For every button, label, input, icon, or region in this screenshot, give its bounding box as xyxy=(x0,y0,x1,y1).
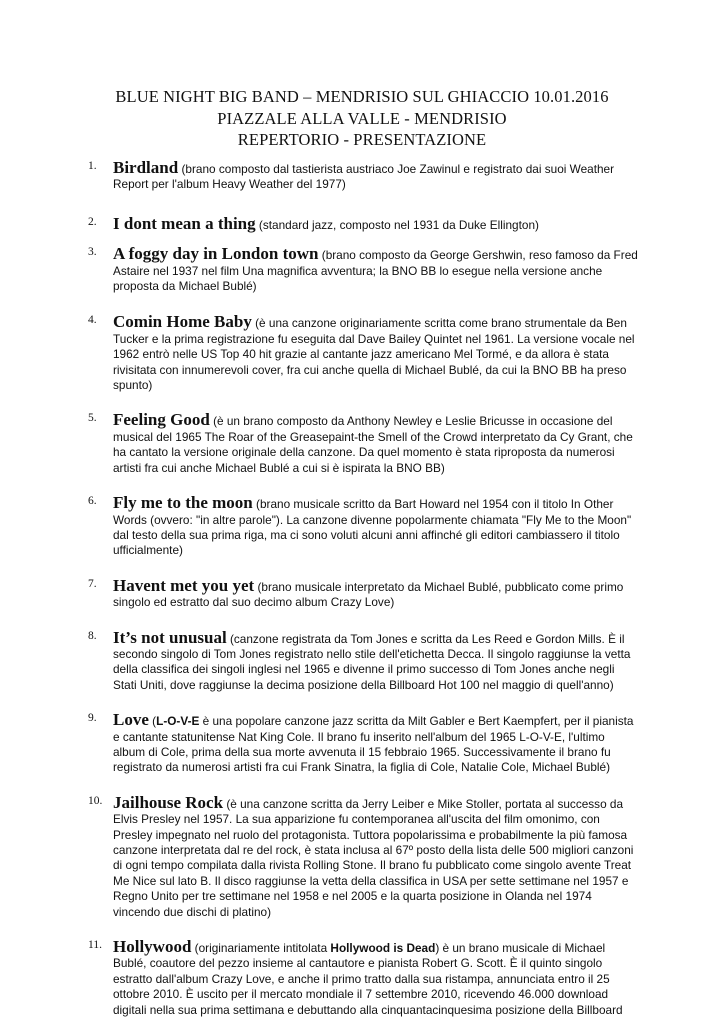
song-title: Feeling Good xyxy=(113,410,210,430)
list-item xyxy=(0,160,724,193)
list-item xyxy=(0,213,724,233)
item-number: 2. xyxy=(88,215,97,228)
list-item xyxy=(0,246,724,294)
song-title: Love xyxy=(113,710,149,730)
header-line-2: PIAZZALE ALLA VALLE - MENDRISIO xyxy=(217,108,507,128)
song-title: Jailhouse Rock xyxy=(113,792,224,812)
item-number: 8. xyxy=(88,629,97,642)
song-title: Birdland xyxy=(113,158,179,177)
list-item xyxy=(0,575,724,611)
item-description: (brano composto da George Gershwin, reso famoso da Fred Astaire nel 1937 nel film Una magnifica avventura; la BNO BB lo esegue nella versione anche proposta da Michael Bublé) xyxy=(113,248,638,294)
item-description: (canzone registrata da Tom Jones e scritta da Les Reed e Gordon Mills. È il secondo singolo di Tom Jones registrato nello stile dell'etichetta Decca. Il singolo raggiunse la vetta della classifica dei singoli inglesi nel 1965 e divenne il primo successo di Tom Jones anche negli Stati Uniti, dove raggiunse la decima posizione della Billboard Hot 100 nel maggio di quell'anno) xyxy=(113,631,631,692)
list-item xyxy=(0,314,724,393)
item-description: (è una canzone scritta da Jerry Leiber e Mike Stoller, portata al successo da Elvis Presley nel 1957. La sua apparizione fu contemporanea all'uscita del film omonimo, con Presley impegnato nel ruolo del protagonista. Tuttora popolarissima e probabilmente la più famosa canzone interpretata dal re del rock, è stata inclusa al 67º posto della lista delle 500 migliori canzoni di ogni tempo compilata dalla rivista Rolling Stone. Il brano fu pubblicato come singolo avente Treat Me Nice sul lato B. Il disco raggiunse la vetta della classifica in USA per sette settimane nel 1957 e Regno Unito per tre settimane nel 1958 e nel 2005 e la quarta posizione in Olanda nel 1974 vincendo due dischi di platino) xyxy=(113,796,634,919)
song-title: Fly me to the moon xyxy=(113,493,253,513)
header-line-3: REPERTORIO - PRESENTAZIONE xyxy=(237,130,487,149)
document-header xyxy=(0,86,724,151)
item-number: 9. xyxy=(88,712,97,725)
item-text-bold: Hollywood is Dead xyxy=(330,941,436,956)
item-description: (è un brano composto da Anthony Newley e Leslie Bricusse in occasione del musical del 1965 The Roar of the Greasepaint-the Smell of the Crowd interpretato da Cy Grant, che ha cantato la versione originale della canzone. Da quel momento è stata riproposta da numerosi artisti fra cui anche Michael Bublé a cui si è ispirata la BNO BB) xyxy=(113,414,633,475)
item-description: (brano musicale interpretato da Michael Bublé, pubblicato come primo singolo ed estratto dal suo decimo album Crazy Love) xyxy=(113,579,624,610)
item-number: 3. xyxy=(88,246,97,259)
item-description: (standard jazz, composto nel 1931 da Duke Ellington) xyxy=(255,217,539,232)
item-text-pre: (originariamente intitolata xyxy=(191,941,331,956)
item-description: è una popolare canzone jazz scritta da Milt Gabler e Bert Kaempfert, per il pianista e cantante statunitense Nat King Cole. Il brano fu inserito nell'album del 1965 L-O-V-E, l'ultimo album di Cole, prima della sua morte avvenuta il 15 febbraio 1965. Successivamente il brano fu registrato da numerosi artisti fra cui Frank Sinatra, la figlia di Cole, Natalie Cole, Michael Bublé) xyxy=(113,714,634,775)
item-text-bold: L-O-V-E xyxy=(156,714,200,729)
item-text-pre: ( xyxy=(148,714,157,729)
song-title: It’s not unusual xyxy=(113,627,227,647)
list-item xyxy=(0,412,724,476)
list-item xyxy=(0,712,724,776)
list-item xyxy=(0,627,724,694)
item-number: 6. xyxy=(88,495,97,508)
list-item xyxy=(0,495,724,559)
song-title: I dont mean a thing xyxy=(113,213,256,233)
item-number: 1. xyxy=(88,160,97,172)
item-number: 11. xyxy=(88,939,102,952)
list-item xyxy=(0,792,724,920)
song-title: A foggy day in London town xyxy=(113,244,319,264)
item-description: ) è un brano musicale di Michael Bublé, coautore del pezzo insieme al cantautore e pianista Robert G. Scott. È il quinto singolo estratto dall'album Crazy Love, e anche il primo tratto dalla sua ristampa, annunciata entro il 25 ottobre 2010. È uscito per il mercato mondiale il 7 settembre 2010, ricevendo 46.000 download digitali nella sua prima settimana e debuttando alla cinquantacinquesima posizione della Billboard xyxy=(113,941,623,1017)
item-number: 4. xyxy=(88,314,97,327)
song-title: Hollywood xyxy=(113,937,192,957)
song-title: Comin Home Baby xyxy=(113,312,252,332)
item-number: 5. xyxy=(88,412,97,425)
header-line-1: BLUE NIGHT BIG BAND – MENDRISIO SUL GHIACCIO 10.01.2016 xyxy=(115,87,609,106)
item-description: (brano musicale scritto da Bart Howard nel 1954 con il titolo In Other Words (ovvero: "in altre parole"). La canzone divenne popolarmente chiamata "Fly Me to the Moon" dal testo della sua prima riga, ma ci sono voluti alcuni anni affinché gli editori cambiassero il titolo ufficialmente) xyxy=(113,497,632,558)
song-title: Havent met you yet xyxy=(113,575,255,595)
item-description: (brano composto dal tastierista austriaco Joe Zawinul e registrato dai suoi Weather Report per l'album Heavy Weather del 1977) xyxy=(113,162,615,192)
item-description: (è una canzone originariamente scritta come brano strumentale da Ben Tucker e la prima registrazione fu eseguita dal Dave Bailey Quintet nel 1961. La versione vocale nel 1962 entrò nelle US Top 40 hit grazie al cantante jazz americano Mel Tormé, e da allora è stata rivisitata con innumerevoli cover, fra cui anche quella di Michael Bublé, da cui la BNO BB ha preso spunto) xyxy=(113,316,635,393)
repertoire-list xyxy=(0,160,724,1018)
item-number: 10. xyxy=(88,794,103,807)
item-number: 7. xyxy=(88,577,97,590)
list-item xyxy=(0,939,724,1018)
